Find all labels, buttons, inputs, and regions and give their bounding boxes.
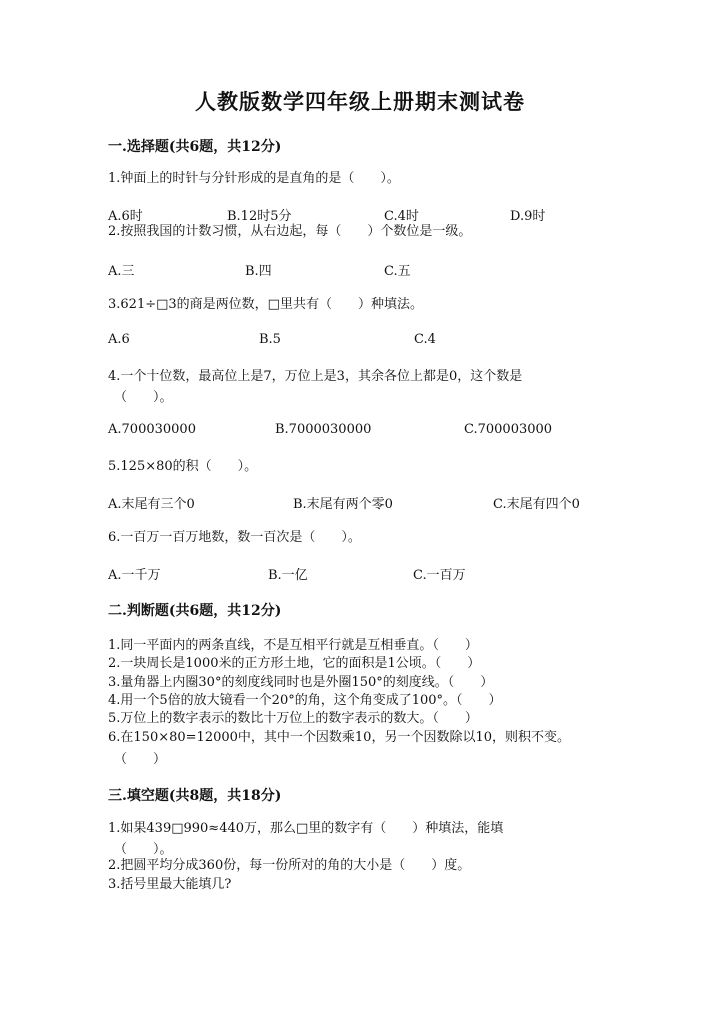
option-c: C.4 bbox=[414, 332, 436, 347]
question-2: 2.按照我国的计数习惯，从右边起，每（ ）个数位是一级。 bbox=[108, 224, 472, 239]
option-c: C.4时 bbox=[384, 209, 419, 224]
question-1: 1.钟面上的时针与分针形成的是直角的是（ ）。 bbox=[108, 171, 400, 186]
fill-question-3: 3.括号里最大能填几? bbox=[108, 877, 232, 892]
section-heading-fill-in: 三.填空题(共8题，共18分) bbox=[108, 788, 282, 804]
option-d: D.9时 bbox=[510, 209, 546, 224]
option-b: B.末尾有两个零0 bbox=[293, 497, 393, 512]
question-3: 3.621÷□3的商是两位数，□里共有（ ）种填法。 bbox=[108, 297, 423, 312]
question-5: 5.125×80的积（ ）。 bbox=[108, 459, 258, 474]
option-c: C.末尾有四个0 bbox=[493, 497, 580, 512]
question-6: 6.一百万一百万地数，数一百次是（ ）。 bbox=[108, 530, 361, 545]
judgement-item-5: 5.万位上的数字表示的数比十万位上的数字表示的数大。（ ） bbox=[108, 711, 478, 726]
page-title: 人教版数学四年级上册期末测试卷 bbox=[195, 89, 525, 114]
option-a: A.6时 bbox=[108, 209, 143, 224]
question-4: 4.一个十位数，最高位上是7，万位上是3，其余各位上都是0，这个数是 bbox=[108, 369, 523, 384]
option-b: B.7000030000 bbox=[275, 422, 372, 437]
option-a: A.末尾有三个0 bbox=[108, 497, 195, 512]
fill-question-1: 1.如果439□990≈440万，那么□里的数字有（ ）种填法，能填 bbox=[108, 821, 504, 836]
section-heading-choice: 一.选择题(共6题，共12分) bbox=[108, 139, 282, 155]
judgement-item-6: 6.在150×80=12000中，其中一个因数乘10，另一个因数除以10，则积不变。 bbox=[108, 730, 570, 745]
option-b: B.四 bbox=[245, 264, 272, 279]
option-c: C.五 bbox=[384, 264, 411, 279]
option-a: A.6 bbox=[108, 332, 130, 347]
option-a: A.三 bbox=[108, 264, 135, 279]
option-b: B.一亿 bbox=[268, 568, 308, 583]
judgement-item-2: 2.一块周长是1000米的正方形土地，它的面积是1公顷。（ ） bbox=[108, 656, 481, 671]
judgement-item-6-continued: （ ） bbox=[114, 752, 167, 767]
judgement-item-4: 4.用一个5倍的放大镜看一个20°的角，这个角变成了100°。（ ） bbox=[108, 693, 502, 708]
option-b: B.5 bbox=[259, 332, 281, 347]
judgement-item-1: 1.同一平面内的两条直线，不是互相平行就是互相垂直。（ ） bbox=[108, 638, 478, 653]
option-c: C.一百万 bbox=[413, 568, 466, 583]
judgement-item-3: 3.量角器上内圈30°的刻度线同时也是外圈150°的刻度线。（ ） bbox=[108, 675, 494, 690]
option-a: A.700030000 bbox=[108, 422, 196, 437]
option-b: B.12时5分 bbox=[227, 209, 292, 224]
option-c: C.700003000 bbox=[464, 422, 553, 437]
section-heading-judgement: 二.判断题(共6题，共12分) bbox=[108, 603, 282, 619]
fill-question-2: 2.把圆平均分成360份，每一份所对的角的大小是（ ）度。 bbox=[108, 858, 471, 873]
question-4-continued: （ ）。 bbox=[114, 390, 173, 405]
fill-question-1-continued: （ ）。 bbox=[114, 842, 173, 857]
option-a: A.一千万 bbox=[108, 568, 161, 583]
